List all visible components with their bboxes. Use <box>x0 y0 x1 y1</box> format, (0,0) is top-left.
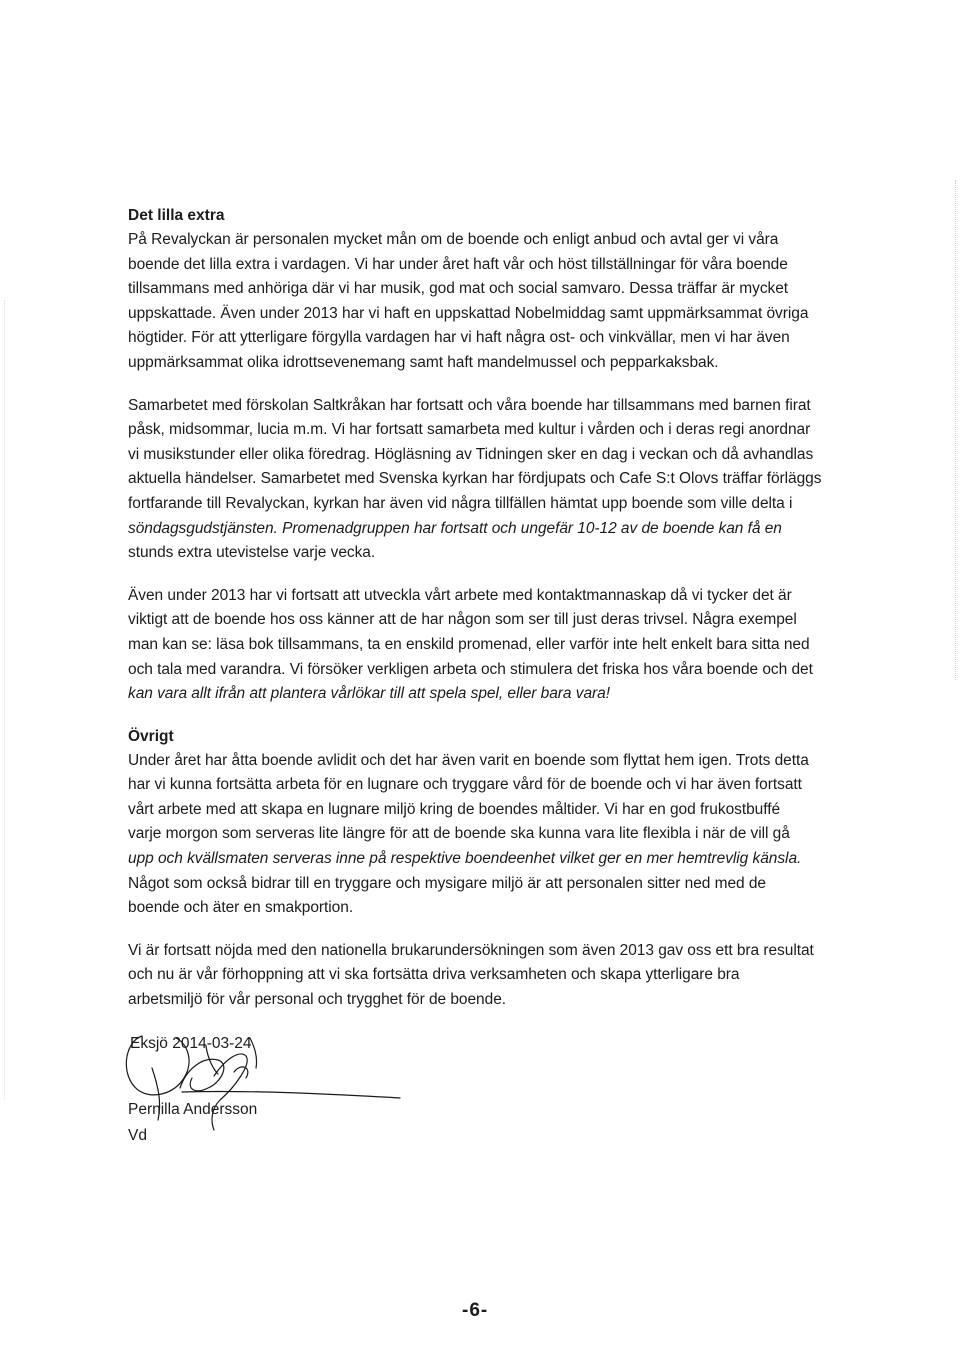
text-line: Vi är fortsatt nöjda med den nationella brukarundersökningen som även 2013 gav oss ett bra resultat <box>128 941 814 959</box>
signer-title: Vd <box>128 1127 147 1144</box>
paragraph-samarbete <box>128 394 858 566</box>
text-line: upp och kvällsmaten serveras inne på respektive boendeenhet vilket ger en mer hemtrevlig känsla. <box>128 850 802 868</box>
text-line: Även under 2013 har vi fortsatt att utveckla vårt arbete med kontaktmannaskap då vi tycker det är <box>128 586 792 604</box>
section-det-lilla-extra <box>128 204 858 376</box>
scan-edge-mark <box>952 180 956 680</box>
text-line: boende och äter en smakportion. <box>128 899 354 917</box>
text-line: vi musikstunder eller olika föredrag. Högläsning av Tidningen sker en dag i veckan och då avhandlas <box>128 445 814 463</box>
section-heading-ovrigt: Övrigt <box>128 727 174 745</box>
paragraph-brukarundersokning <box>128 939 858 1013</box>
text-line: påsk, midsommar, lucia m.m. Vi har fortsatt samarbeta med kultur i vården och i deras regi anordnar <box>128 421 811 439</box>
text-line: stunds extra utevistelse varje vecka. <box>128 544 376 562</box>
text-line: man kan se: läsa bok tillsammans, ta en enskild promenad, eller varför inte helt enkelt bara sitta ned <box>128 635 810 653</box>
text-line: Under året har åtta boende avlidit och det har även varit en boende som flyttat hem igen. Trots detta <box>128 751 809 769</box>
page-number: -6- <box>462 1300 489 1321</box>
text-line: varje morgon som serveras lite längre för att de boende ska kunna vara lite flexibla i när de vill gå <box>128 825 790 843</box>
text-line: vårt arbete med att skapa en lugnare miljö kring de boendes måltider. Vi har en god frukostbuffé <box>128 800 781 818</box>
text-line: och tala med varandra. Vi försöker verkligen arbeta och stimulera det friska hos våra boende och det <box>128 660 813 678</box>
text-line: söndagsgudstjänsten. Promenadgruppen har fortsatt och ungefär 10-12 av de boende kan få en <box>128 519 782 537</box>
section-ovrigt <box>128 725 858 921</box>
text-line: uppskattade. Även under 2013 har vi haft en uppskattad Nobelmiddag samt uppmärksammat övriga <box>128 304 809 322</box>
signature-block <box>122 1016 422 1156</box>
signer-name: Pernilla Andersson <box>128 1101 258 1118</box>
text-line: uppmärksammat olika idrottsevenemang samt haft mandelmussel och pepparkaksbak. <box>128 353 719 371</box>
text-line: kan vara allt ifrån att plantera vårlökar till att spela spel, eller bara vara! <box>128 685 610 703</box>
paragraph-kontaktmannaskap <box>128 584 858 707</box>
text-line: viktigt att de boende hos oss känner att de har någon som ser till just deras trivsel. Några exempel <box>128 611 797 629</box>
text-line: Samarbetet med förskolan Saltkråkan har fortsatt och våra boende har tillsammans med barnen firat <box>128 396 811 414</box>
text-line: boende det lilla extra i vardagen. Vi har under året haft vår och höst tillställningar för våra boende <box>128 255 788 273</box>
text-line: På Revalyckan är personalen mycket mån om de boende och enligt anbud och avtal ger vi våra <box>128 231 779 248</box>
scan-edge-mark-left <box>4 300 8 1100</box>
text-line: arbetsmiljö för vår personal och trygghet för de boende. <box>128 991 507 1009</box>
text-line: och nu är vår förhoppning att vi ska fortsätta driva verksamheten och skapa ytterligare bra <box>128 966 740 984</box>
text-line: aktuella händelser. Samarbetet med Svenska kyrkan har fördjupats och Cafe S:t Olovs träffar förläggs <box>128 470 822 488</box>
text-line: har vi kunna fortsätta arbeta för en lugnare och tryggare vård för de boende och vi har även fortsatt <box>128 776 802 794</box>
text-line: högtider. För att ytterligare förgylla vardagen har vi haft några ost- och vinkvällar, men vi har även <box>128 329 790 347</box>
text-line: Något som också bidrar till en tryggare och mysigare miljö är att personalen sitter ned med de <box>128 874 766 892</box>
text-line: tillsammans med anhöriga där vi har musik, god mat och social samvaro. Dessa träffar är mycket <box>128 280 789 298</box>
section-heading-extra: Det lilla extra <box>128 207 225 224</box>
place-date: Eksjö 2014-03-24 <box>130 1035 252 1052</box>
document-body <box>128 204 858 1031</box>
handwritten-signature <box>122 1016 422 1156</box>
text-line: fortfarande till Revalyckan, kyrkan har även vid några tillfällen hämtat upp boende som ville delta i <box>128 494 793 512</box>
